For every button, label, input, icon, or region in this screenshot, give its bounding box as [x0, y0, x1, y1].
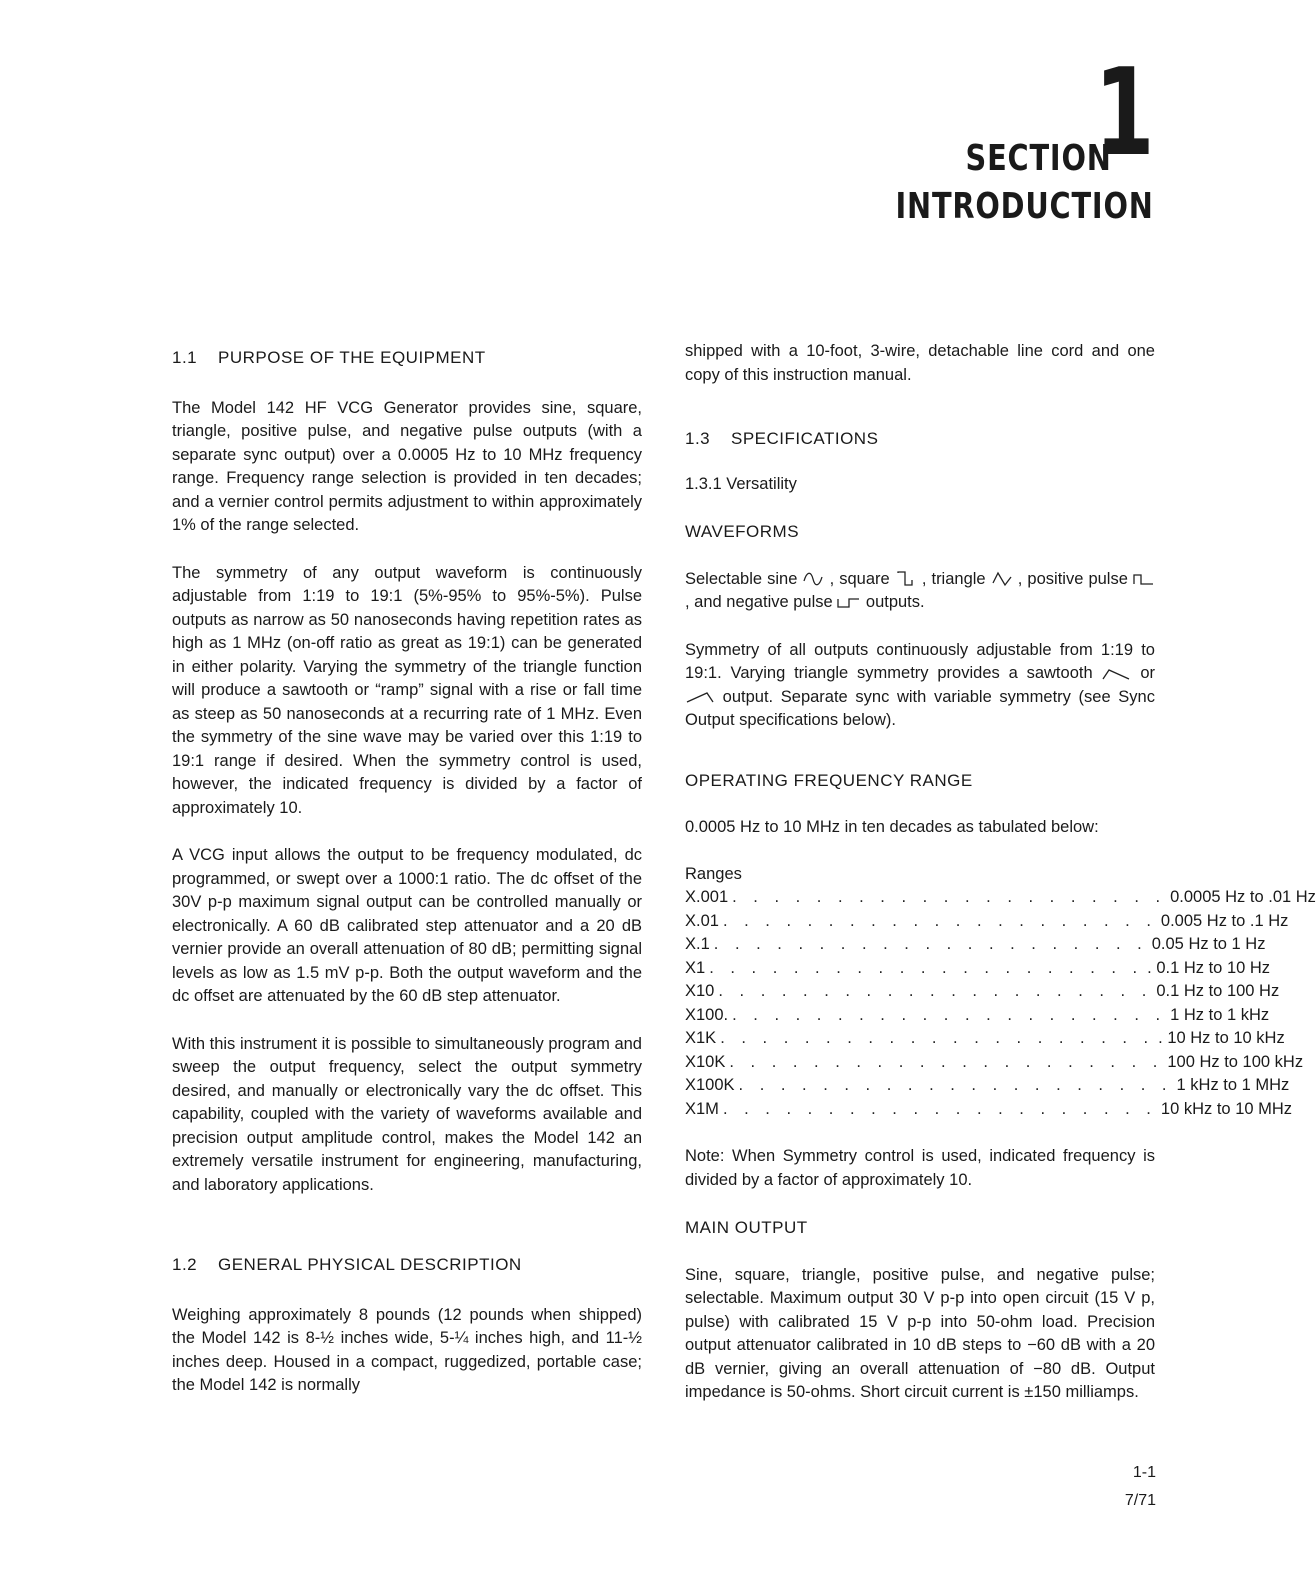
range-value: 0.0005 Hz to .01 Hz — [1170, 888, 1316, 906]
paragraph-purpose-3: A VCG input allows the output to be frequency modulated, dc programmed, or swept over a 1000:1 ratio. The dc offset of the 30V p-p maximum signal output can be controlled manually or electronically. A 60 dB calibrated step attenuator and a 20 dB vernier provide an overall attenuation of 80 dB; permitting signal levels as low as 1.5 mV p-p. Both the output waveform and the dc offset are attenuated by the 60 dB step attenuator. — [172, 846, 642, 1005]
range-value: 1 kHz to 1 MHz — [1176, 1076, 1290, 1094]
range-value: 0.05 Hz to 1 Hz — [1151, 935, 1266, 953]
sawtooth-falling-icon — [1101, 667, 1131, 681]
range-row: X100K . . . . . . . . . . . . . . . . . . . . . 1 kHz to 1 MHz — [685, 1074, 1155, 1098]
paragraph-shipped: shipped with a 10-foot, 3-wire, detachable line cord and one copy of this instruction manual. — [685, 342, 1155, 384]
negative-pulse-icon — [837, 596, 861, 610]
paragraph-frequency-range: 0.0005 Hz to 10 MHz in ten decades as tabulated below: — [685, 818, 1099, 836]
revision-date: 7/71 — [1124, 1492, 1156, 1509]
heading-text: SPECIFICATIONS — [731, 429, 879, 448]
section-title: INTRODUCTION — [895, 186, 1154, 227]
text-symmetry-a: Symmetry of all outputs continuously adjustable from 1:19 to 19:1. Varying triangle symmetry provides a sawtooth — [685, 640, 1155, 682]
heading-physical — [172, 1253, 642, 1277]
range-value: . 0.1 Hz to 10 Hz — [1147, 958, 1271, 977]
range-value: . 10 Hz to 10 kHz — [1158, 1029, 1285, 1047]
range-row: X10K . . . . . . . . . . . . . . . . . . . . . 100 Hz to 100 kHz — [685, 1051, 1155, 1075]
heading-waveforms: WAVEFORMS — [685, 522, 800, 541]
range-value: 100 Hz to 100 kHz — [1167, 1052, 1304, 1071]
ranges-label: Ranges — [685, 864, 742, 883]
range-row: X1K . . . . . . . . . . . . . . . . . . . . . . 10 Hz to 10 kHz — [685, 1027, 1155, 1051]
page-number: 1-1 — [1132, 1464, 1156, 1481]
range-row: X.1 . . . . . . . . . . . . . . . . . . . . . 0.05 Hz to 1 Hz — [685, 933, 1155, 957]
range-value: 10 kHz to 10 MHz — [1160, 1099, 1293, 1118]
range-row: X1 . . . . . . . . . . . . . . . . . . . . . . 0.1 Hz to 10 Hz — [685, 957, 1155, 981]
text-negative-pulse: , and negative pulse — [685, 593, 833, 611]
heading-number: 1.2 — [172, 1255, 198, 1274]
heading-purpose — [172, 346, 642, 370]
heading-main-output: MAIN OUTPUT — [685, 1218, 808, 1237]
text-selectable-sine: Selectable sine — [685, 569, 798, 588]
heading-text: GENERAL PHYSICAL DESCRIPTION — [218, 1255, 522, 1274]
range-label: X1M — [685, 1099, 719, 1118]
range-value: 0.005 Hz to .1 Hz — [1160, 911, 1289, 930]
text-triangle: , triangle — [921, 569, 986, 588]
text-or: or — [1140, 664, 1155, 682]
paragraph-purpose-4: With this instrument it is possible to simultaneously program and sweep the output frequency, select the output symmetry desired, and manually or electronically vary the dc offset. This capability, coupled with the variety of waveforms available and precision output amplitude control, makes the Model 142 an extremely versatile instrument for engineering, manufacturing, and laboratory applications. — [172, 1034, 642, 1194]
range-label: X100. — [685, 1005, 729, 1024]
sine-wave-icon — [802, 571, 824, 587]
range-row: X1M . . . . . . . . . . . . . . . . . . . . . 10 kHz to 10 MHz — [685, 1098, 1155, 1122]
range-row: X100. . . . . . . . . . . . . . . . . . . . . . 1 Hz to 1 kHz — [685, 1004, 1155, 1028]
section-number: 1 — [1093, 44, 1154, 183]
paragraph-purpose-2: The symmetry of any output waveform is continuously adjustable from 1:19 to 19:1 (5%-95% to 95%-5%). Pulse outputs as narrow as 50 nanoseconds having repetition rates as high as 1 MHz (on-off ratio as great as 19:1) can be generated in either polarity. Varying the symmetry of the triangle function will produce a sawtooth or “ramp” signal with a rise or fall time as steep as 50 nanoseconds at a recurring rate of 1 MHz. Even the symmetry of the sine wave may be varied over this 1:19 to 19:1 range if desired. When the symmetry control is used, however, the indicated frequency is divided by a factor of approximately 10. — [172, 563, 642, 817]
heading-text: PURPOSE OF THE EQUIPMENT — [218, 348, 486, 367]
heading-operating-frequency: OPERATING FREQUENCY RANGE — [685, 770, 973, 790]
square-wave-icon — [895, 571, 917, 587]
range-row: X10 . . . . . . . . . . . . . . . . . . . . . 0.1 Hz to 100 Hz — [685, 980, 1155, 1004]
heading-specifications — [685, 427, 1155, 451]
range-row: X.01 . . . . . . . . . . . . . . . . . . . . . 0.005 Hz to .1 Hz — [685, 910, 1155, 934]
range-value: 1 Hz to 1 kHz — [1170, 1005, 1270, 1024]
paragraph-physical: Weighing approximately 8 pounds (12 pounds when shipped) the Model 142 is 8-½ inches wide, 5-¼ inches high, and 11-½ inches deep. Housed in a compact, ruggedized, portable case; the Model 142 is normally — [172, 1305, 642, 1394]
section-word: SECTION — [965, 138, 1112, 179]
range-row: X.001 . . . . . . . . . . . . . . . . . . . . . 0.0005 Hz to .01 Hz — [685, 886, 1155, 910]
range-label: X10K — [685, 1052, 726, 1071]
text-symmetry-b: output. Separate sync with variable symmetry (see Sync Output specifications below). — [685, 687, 1155, 729]
sawtooth-rising-icon — [685, 690, 715, 704]
paragraph-main-output: Sine, square, triangle, positive pulse, and negative pulse; selectable. Maximum output 30 V p-p into open circuit (15 V p, pulse) with calibrated 15 V p-p into 50-ohm load. Precision output attenuator calibrated in 10 dB steps to −60 dB with a 20 dB vernier, giving an overall attenuation of −80 dB. Output impedance is 50-ohms. Short circuit current is ±150 milliamps. — [685, 1265, 1155, 1401]
text-positive-pulse: , positive pulse — [1017, 569, 1128, 588]
ranges-table — [685, 886, 1316, 1121]
range-label: X.01 — [685, 911, 719, 930]
positive-pulse-icon — [1133, 572, 1155, 586]
range-label: X100K — [685, 1076, 735, 1094]
range-value: 0.1 Hz to 100 Hz — [1156, 982, 1280, 1000]
range-label: X1K — [685, 1029, 717, 1047]
range-label: X.001 — [685, 888, 729, 906]
paragraph-purpose-1: The Model 142 HF VCG Generator provides sine, square, triangle, positive pulse, and negative pulse outputs (with a separate sync output) over a 0.0005 Hz to 10 MHz frequency range. Frequency range selection is provided in ten decades; and a vernier control permits adjustment to within approximately 1% of the range selected. — [172, 398, 642, 534]
left-column — [172, 340, 642, 1398]
range-label: X.1 — [685, 935, 710, 953]
triangle-wave-icon — [991, 571, 1013, 587]
text-square: , square — [829, 569, 890, 588]
paragraph-symmetry — [685, 639, 1155, 733]
range-label: X1 — [685, 958, 706, 977]
paragraph-note: Note: When Symmetry control is used, indicated frequency is divided by a factor of approximately 10. — [685, 1147, 1155, 1189]
heading-number: 1.1 — [172, 348, 198, 367]
text-outputs: outputs. — [865, 593, 925, 611]
subheading-versatility: 1.3.1 Versatility — [685, 474, 797, 493]
paragraph-waveforms — [685, 568, 1155, 615]
right-column — [685, 340, 1316, 1405]
range-label: X10 — [685, 982, 715, 1000]
heading-number: 1.3 — [685, 429, 711, 448]
